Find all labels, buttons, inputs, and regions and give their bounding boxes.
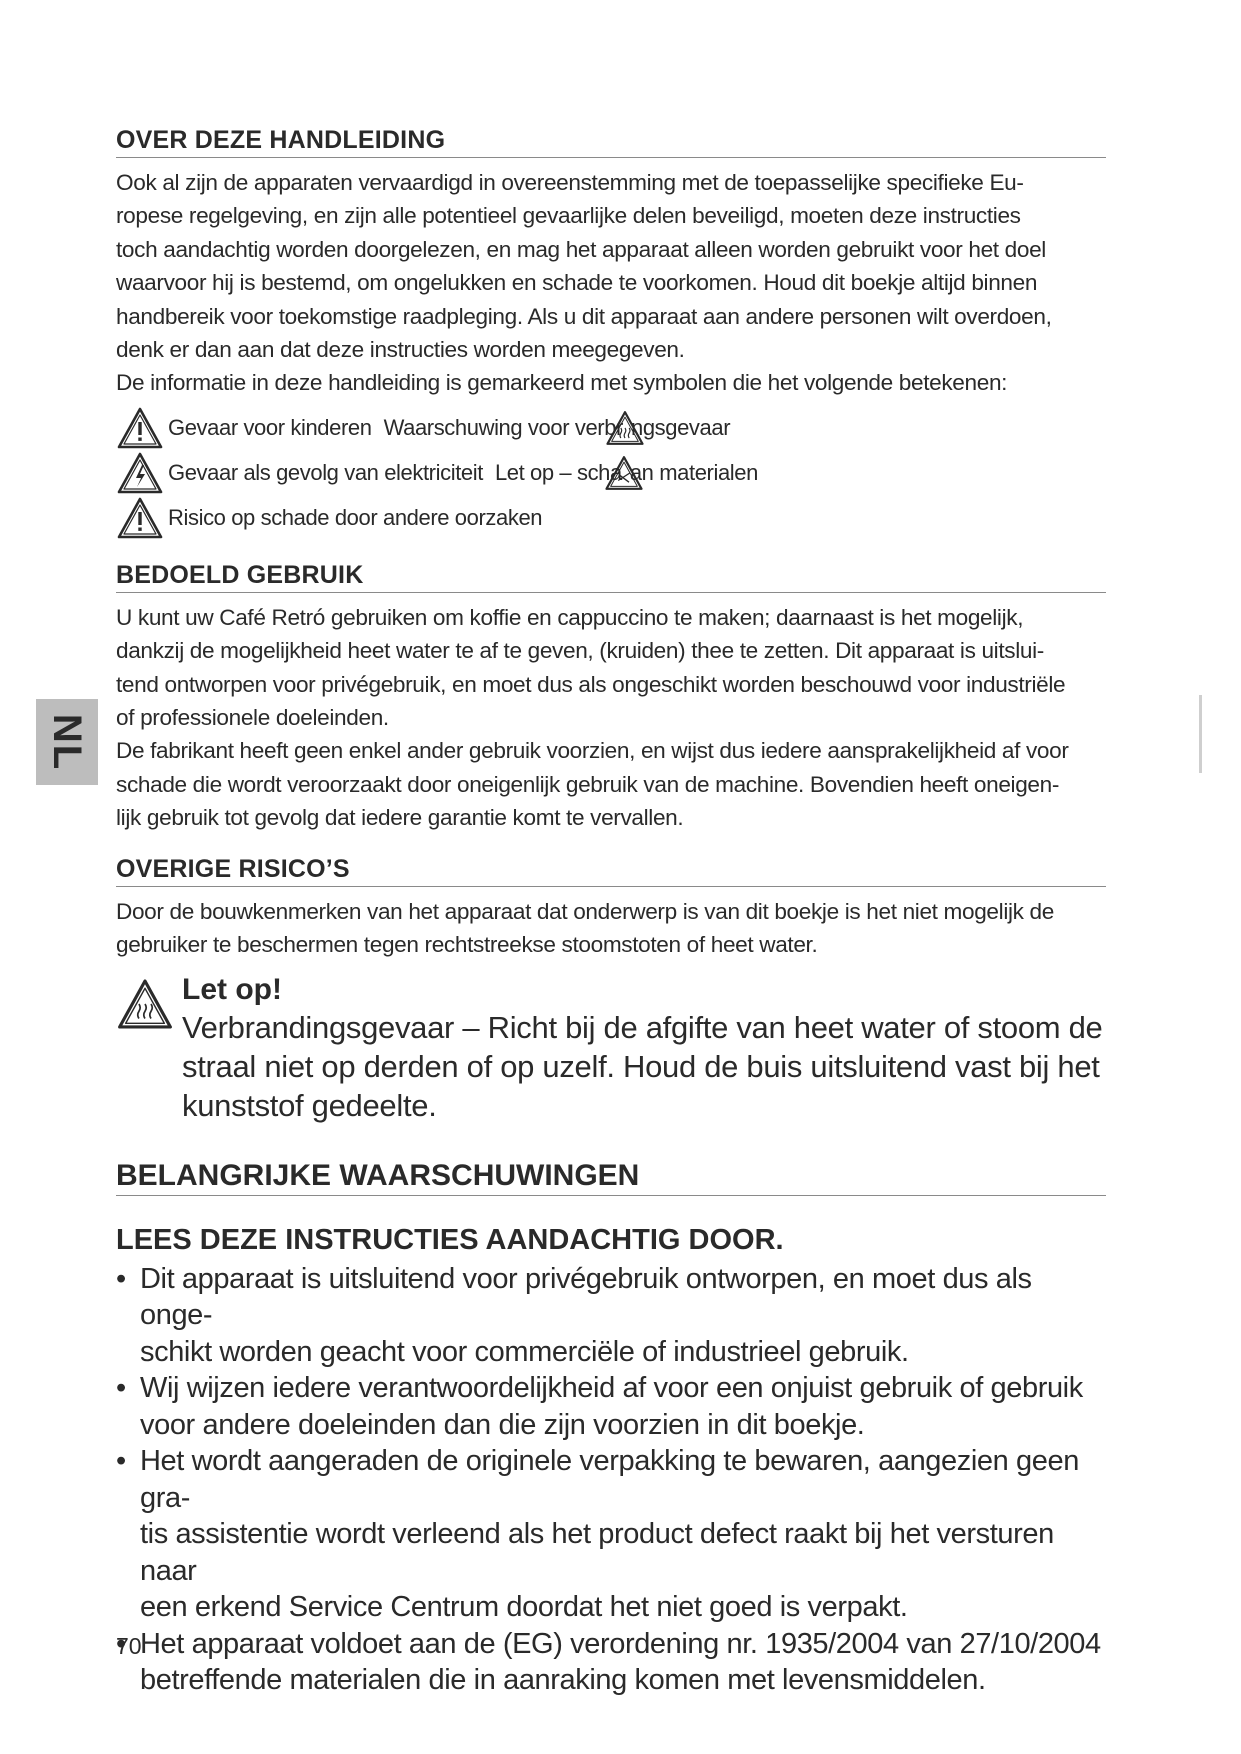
list-item	[116, 1261, 1106, 1371]
symbol-label-damage-start: Let op – scha	[494, 460, 622, 486]
symbol-label-burn-end: ngsgevaar	[630, 415, 731, 441]
text-line: of professionele doeleinden.	[116, 705, 389, 731]
manual-page	[116, 126, 1106, 1699]
list-item	[116, 1626, 1106, 1699]
symbol-label-electric: Gevaar als gevolg van elektriciteit	[168, 460, 483, 486]
text-line: denk er dan aan dat deze instructies worden meegegeven.	[116, 337, 685, 363]
text-line: handbereik voor toekomstige raadpleging. Als u dit apparaat aan andere personen wilt overdoen,	[116, 303, 1052, 329]
text-line: tend ontworpen voor privégebruik, en moet dus als ongeschikt worden beschouwd voor industriële	[116, 671, 1066, 697]
warning-content	[182, 972, 1103, 1125]
symbol-label-other: Risico op schade door andere oorzaken	[168, 505, 543, 531]
text-line: De fabrikant heeft geen enkel ander gebruik voorzien, en wijst dus iedere aansprakelijkheid af voor	[116, 738, 1069, 764]
warning-line: Verbrandingsgevaar – Richt bij de afgifte van heet water of stoom de	[182, 1009, 1103, 1045]
text-line: dankzij de mogelijkheid heet water te af te geven, (kruiden) thee te zetten. Dit apparaat is uitslui-	[116, 638, 1044, 664]
edge-marker	[1199, 695, 1202, 773]
text-line: De informatie in deze handleiding is gemarkeerd met symbolen die het volgende betekenen:	[116, 370, 1008, 396]
text-line: toch aandachtig worden doorgelezen, en mag het apparaat alleen worden gebruikt voor het doel	[116, 236, 1046, 262]
list-item-line: • Het wordt aangeraden de originele verpakking te bewaren, aangezien geen gra-	[140, 1445, 1079, 1514]
text-line: Ook al zijn de apparaten vervaardigd in overeenstemming met de toepasselijke specifieke Eu-	[116, 170, 1024, 195]
page-number: 70	[116, 1633, 142, 1659]
symbol-legend	[116, 406, 1106, 541]
electricity-hazard-icon	[116, 451, 164, 495]
list-item-line: • Dit apparaat is uitsluitend voor privégebruik ontworpen, en moet dus als onge-	[140, 1262, 1032, 1331]
text-line: lijk gebruik tot gevolg dat iedere garantie komt te vervallen.	[116, 805, 684, 831]
list-item	[116, 1370, 1106, 1443]
language-tab-label: NL	[45, 713, 90, 771]
list-item-line: voor andere doeleinden dan die zijn voorzien in dit boekje.	[140, 1408, 865, 1441]
symbol-row	[116, 406, 1106, 451]
symbol-label-children: Gevaar voor kinderen	[168, 415, 372, 441]
children-warning-icon	[116, 406, 164, 450]
section-heading-manual: OVER DEZE HANDLEIDING	[116, 126, 1106, 158]
symbol-label-damage-end: an materialen	[629, 460, 758, 486]
text-line: Door de bouwkenmerken van het apparaat dat onderwerp is van dit boekje is het niet mogelijk de	[116, 898, 1054, 924]
language-tab	[36, 699, 98, 785]
symbol-row	[116, 451, 1106, 496]
list-item-line: schikt worden geacht voor commerciële of industrieel gebruik.	[140, 1335, 909, 1368]
important-list	[116, 1261, 1106, 1699]
warning-line: straal niet op derden of op uzelf. Houd de buis uitsluitend vast bij het	[182, 1048, 1100, 1084]
list-item-line: tis assistentie wordt verleend als het product defect raakt bij het versturen naar	[140, 1518, 1054, 1587]
manual-paragraph	[116, 166, 1106, 400]
section-heading-intended-use: BEDOELD GEBRUIK	[116, 561, 1106, 593]
section-heading-important: BELANGRIJKE WAARSCHUWINGEN	[116, 1159, 1106, 1196]
text-line: ropese regelgeving, en zijn alle potentieel gevaarlijke delen beveiligd, moeten deze instructies	[116, 203, 1021, 229]
list-item-line: • Het apparaat voldoet aan de (EG) verordening nr. 1935/2004 van 27/10/2004	[140, 1627, 1101, 1660]
warning-title: Let op!	[182, 972, 282, 1006]
symbol-row	[116, 496, 1106, 541]
burn-hazard-icon	[116, 976, 174, 1032]
text-line: schade die wordt veroorzaakt door oneigenlijk gebruik van de machine. Bovendien heeft oneigen-	[116, 771, 1060, 797]
text-line: gebruiker te beschermen tegen rechtstreekse stoomstoten of heet water.	[116, 932, 818, 958]
symbol-label-burn-start: Waarschuwing voor verbr	[383, 415, 623, 441]
important-subheading: LEES DEZE INSTRUCTIES AANDACHTIG DOOR.	[116, 1223, 784, 1256]
burn-warning-box	[116, 972, 1106, 1125]
list-item-line: een erkend Service Centrum doordat het niet goed is verpakt.	[140, 1591, 908, 1623]
intended-use-paragraph	[116, 601, 1106, 835]
warning-line: kunststof gedeelte.	[182, 1087, 437, 1123]
general-risk-icon	[116, 496, 164, 540]
risks-paragraph	[116, 895, 1106, 962]
list-item-line: • Wij wijzen iedere verantwoordelijkheid af voor een onjuist gebruik of gebruik	[140, 1372, 1083, 1404]
list-item	[116, 1443, 1106, 1626]
text-line: U kunt uw Café Retró gebruiken om koffie en cappuccino te maken; daarnaast is het mogelijk,	[116, 604, 1024, 630]
list-item-line: betreffende materialen die in aanraking komen met levensmiddelen.	[140, 1664, 986, 1696]
section-heading-risks: OVERIGE RISICO’S	[116, 855, 1106, 887]
text-line: waarvoor hij is bestemd, om ongelukken en schade te voorkomen. Houd dit boekje altijd binnen	[116, 270, 1038, 296]
